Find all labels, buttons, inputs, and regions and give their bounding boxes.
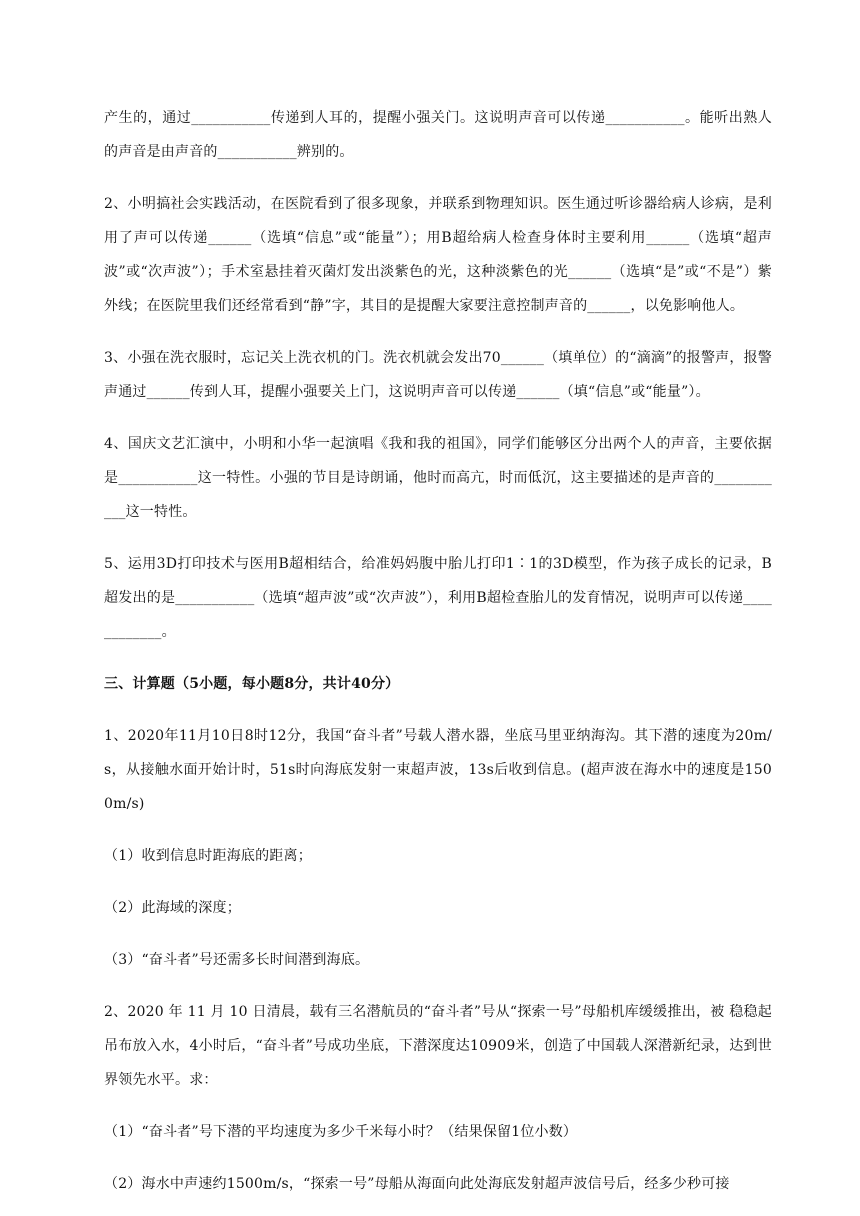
spacer bbox=[104, 1149, 772, 1167]
calc-question-2-sub-1: （1）“奋斗者”号下潜的平均速度为多少千米每小时？（结果保留1位小数） bbox=[104, 1124, 578, 1140]
page-content bbox=[104, 101, 772, 1201]
fill-blank-question-4: 4、国庆文艺汇演中，小明和小华一起演唱《我和我的祖国》，同学们能够区分出两个人的声音，主要依据是___________这一特性。小强的节目是诗朗诵，他时而高亢，时而低沉，这主要描述的是声音的___________这一特性。 bbox=[104, 436, 772, 520]
calc-question-1-stem: 1、2020年11月10日8时12分，我国“奋斗者”号载人潜水器，坐底马里亚纳海沟。其下潜的速度为20m/s，从接触水面开始计时，51s时向海底发射一束超声波，13s后收到信息。(超声波在海水中的速度是1500m/s) bbox=[104, 728, 772, 812]
spacer bbox=[104, 925, 772, 943]
calc-question-1-sub-2: （2）此海域的深度； bbox=[104, 900, 241, 916]
fill-blank-question-5: 5、运用3D打印技术与医用B超相结合，给准妈妈腹中胎儿打印1∶1的3D模型，作为孩子成长的记录，B超发出的是___________（选填“超声波”或“次声波”），利用B超检查胎儿的发育情况，说明声可以传递____________。 bbox=[104, 556, 772, 640]
spacer bbox=[104, 529, 772, 547]
spacer bbox=[104, 409, 772, 427]
fill-blank-question-2: 2、小明搞社会实践活动，在医院看到了很多现象，并联系到物理知识。医生通过听诊器给病人诊病，是利用了声可以传递______（选填“信息”或“能量”）；用B超给病人检查身体时主要利用______（选填“超声波”或“次声波”）；手术室悬挂着灭菌灯发出淡紫色的光，这种淡紫色的光______（选填“是”或“不是”）紫外线；在医院里我们还经常看到“静”字，其目的是提醒大家要注意控制声音的______，以免影响他人。 bbox=[104, 196, 772, 314]
section-title-calculation: 三、计算题（5小题，每小题8分，共计40分） bbox=[104, 676, 400, 692]
calc-question-1-sub-3: （3）“奋斗者”号还需多长时间潜到海底。 bbox=[104, 952, 370, 968]
fill-blank-question-3: 3、小强在洗衣服时，忘记关上洗衣机的门。洗衣机就会发出70______（填单位）的“滴滴”的报警声，报警声通过______传到人耳，提醒小强要关上门，这说明声音可以传递______（填“信息”或“能量”）。 bbox=[104, 350, 772, 400]
spacer bbox=[104, 873, 772, 891]
spacer bbox=[104, 649, 772, 667]
spacer bbox=[104, 169, 772, 187]
calc-question-2-stem: 2、2020 年 11 月 10 日清晨，载有三名潜航员的“奋斗者”号从“探索一号”母船机库缓缓推出，被 稳稳起吊布放入水，4小时后，“奋斗者”号成功坐底，下潜深度达10909米，创造了中国载人深潜新纪录，达到世界领先水平。求： bbox=[104, 1004, 772, 1088]
spacer bbox=[104, 1097, 772, 1115]
spacer bbox=[104, 323, 772, 341]
spacer bbox=[104, 701, 772, 719]
spacer bbox=[104, 821, 772, 839]
calc-question-2-sub-2: （2）海水中声速约1500m/s，“探索一号”母船从海面向此处海底发射超声波信号后，经多少秒可接 bbox=[104, 1176, 730, 1192]
question-1-continuation: 产生的，通过___________传递到人耳的，提醒小强关门。这说明声音可以传递___________。能听出熟人的声音是由声音的___________辨别的。 bbox=[104, 110, 772, 160]
spacer bbox=[104, 977, 772, 995]
calc-question-1-sub-1: （1）收到信息时距海底的距离； bbox=[104, 848, 312, 864]
